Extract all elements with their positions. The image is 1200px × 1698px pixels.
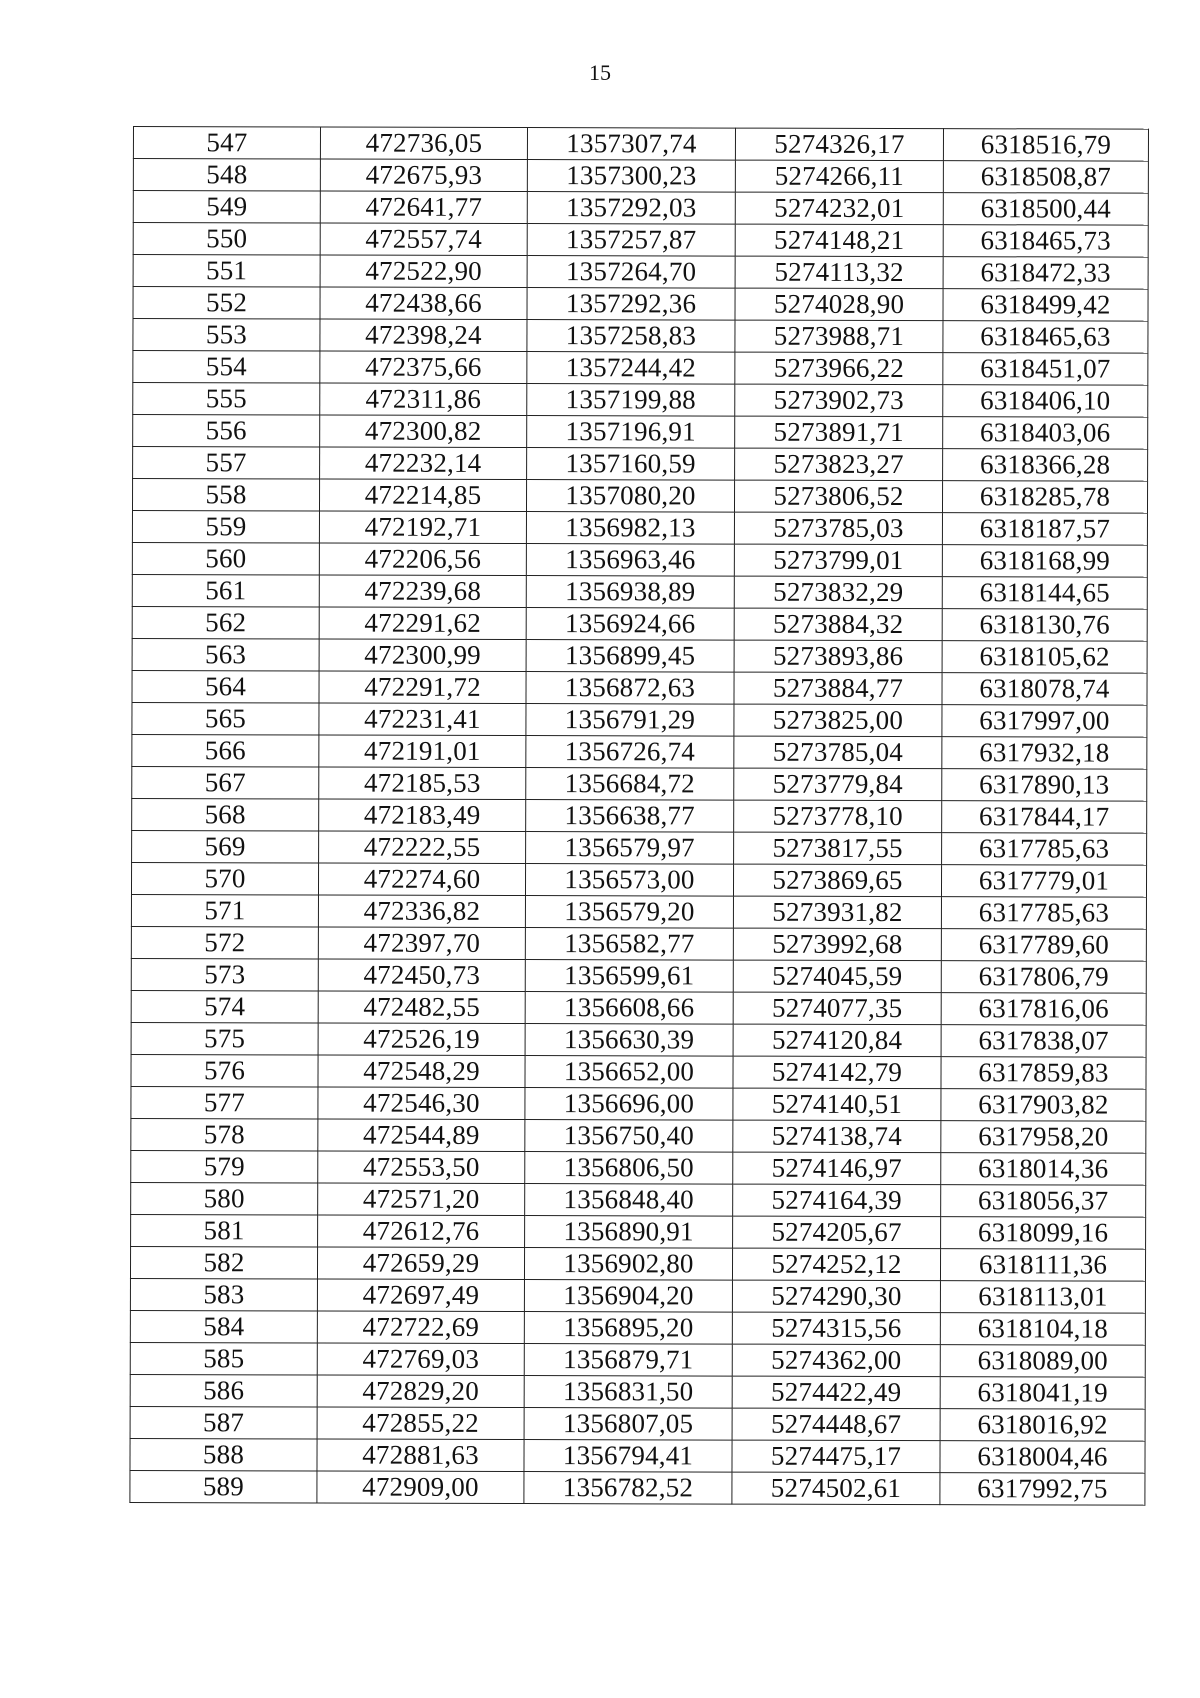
table-row — [130, 1278, 1145, 1313]
coord-y1-cell: 1357307,74 — [527, 128, 735, 161]
table-row — [132, 574, 1147, 609]
coord-y2-cell: 6318516,79 — [943, 129, 1148, 162]
table-row — [133, 415, 1148, 450]
point-number-cell: 586 — [130, 1374, 317, 1406]
coord-x2-cell: 5273992,68 — [733, 928, 941, 961]
coord-x2-cell: 5274028,90 — [735, 288, 943, 321]
table-row — [133, 287, 1148, 322]
coord-y2-cell: 6317958,20 — [941, 1121, 1146, 1154]
coord-y2-cell: 6318105,62 — [942, 641, 1147, 674]
coord-x1-cell: 472526,19 — [318, 1023, 525, 1056]
coord-x2-cell: 5274315,56 — [732, 1312, 940, 1345]
point-number-cell: 573 — [131, 958, 318, 990]
table-row — [132, 479, 1147, 514]
coord-x1-cell: 472375,66 — [320, 351, 527, 384]
coord-y1-cell: 1357292,03 — [527, 192, 735, 225]
point-number-cell: 584 — [130, 1310, 317, 1342]
coord-y1-cell: 1356806,50 — [525, 1152, 733, 1185]
coord-x2-cell: 5273966,22 — [735, 352, 943, 385]
coord-x2-cell: 5274475,17 — [732, 1440, 940, 1473]
point-number-cell: 581 — [131, 1214, 318, 1246]
point-number-cell: 565 — [132, 702, 319, 734]
point-number-cell: 558 — [132, 479, 319, 511]
coord-y1-cell: 1356794,41 — [524, 1440, 732, 1473]
coord-y1-cell: 1356630,39 — [525, 1024, 733, 1057]
coord-x2-cell: 5274290,30 — [732, 1280, 940, 1313]
point-number-cell: 585 — [130, 1342, 317, 1374]
table-row — [132, 830, 1147, 865]
coord-y2-cell: 6318099,16 — [941, 1217, 1146, 1250]
coord-x2-cell: 5273785,03 — [734, 512, 942, 545]
table-row — [133, 223, 1148, 258]
coord-x1-cell: 472398,24 — [320, 319, 527, 352]
coord-y1-cell: 1356579,97 — [526, 832, 734, 865]
coord-y1-cell: 1357257,87 — [527, 224, 735, 257]
coord-y2-cell: 6318451,07 — [943, 353, 1148, 386]
coord-x2-cell: 5274448,67 — [732, 1408, 940, 1441]
point-number-cell: 552 — [133, 287, 320, 319]
table-row — [132, 670, 1147, 705]
coord-x2-cell: 5274138,74 — [733, 1120, 941, 1153]
point-number-cell: 554 — [133, 351, 320, 383]
coord-x1-cell: 472612,76 — [318, 1215, 525, 1248]
coord-x2-cell: 5273869,65 — [733, 864, 941, 897]
table-row — [131, 1118, 1146, 1153]
coord-x2-cell: 5274146,97 — [733, 1152, 941, 1185]
coord-x1-cell: 472192,71 — [319, 511, 526, 544]
point-number-cell: 589 — [130, 1470, 317, 1502]
coord-x1-cell: 472641,77 — [320, 191, 527, 224]
coord-y1-cell: 1356573,00 — [525, 864, 733, 897]
table-row — [131, 1022, 1146, 1057]
coord-y2-cell: 6318403,06 — [943, 417, 1148, 450]
coord-x1-cell: 472222,55 — [319, 831, 526, 864]
point-number-cell: 551 — [133, 255, 320, 287]
table-row — [131, 862, 1146, 897]
coord-y1-cell: 1356963,46 — [526, 544, 734, 577]
coord-x2-cell: 5274252,12 — [732, 1248, 940, 1281]
coord-y1-cell: 1356696,00 — [525, 1088, 733, 1121]
coord-x1-cell: 472548,29 — [318, 1055, 525, 1088]
coord-x2-cell: 5274077,35 — [733, 992, 941, 1025]
coord-x1-cell: 472736,05 — [320, 127, 527, 160]
table-row — [130, 1470, 1145, 1505]
table-row — [130, 1406, 1145, 1441]
coord-x1-cell: 472522,90 — [320, 255, 527, 288]
coord-x1-cell: 472482,55 — [318, 991, 525, 1024]
coord-x2-cell: 5274422,49 — [732, 1376, 940, 1409]
point-number-cell: 580 — [131, 1182, 318, 1214]
page-number: 15 — [589, 60, 611, 85]
coord-y1-cell: 1356848,40 — [525, 1184, 733, 1217]
coord-y2-cell: 6318500,44 — [943, 193, 1148, 226]
coord-y1-cell: 1356904,20 — [524, 1280, 732, 1313]
coord-y2-cell: 6317903,82 — [941, 1089, 1146, 1122]
coord-y2-cell: 6318168,99 — [942, 545, 1147, 578]
table-row — [132, 702, 1147, 737]
table-row — [130, 1310, 1145, 1345]
coord-y2-cell: 6318078,74 — [942, 673, 1147, 706]
coord-x1-cell: 472909,00 — [317, 1471, 524, 1504]
coord-y2-cell: 6318499,42 — [943, 289, 1148, 322]
point-number-cell: 560 — [132, 542, 319, 574]
coord-y2-cell: 6318366,28 — [943, 449, 1148, 482]
coord-x2-cell: 5273806,52 — [734, 480, 942, 513]
point-number-cell: 548 — [133, 159, 320, 191]
table-row — [130, 1438, 1145, 1473]
coord-y2-cell: 6317816,06 — [941, 993, 1146, 1026]
coord-y1-cell: 1356807,05 — [524, 1408, 732, 1441]
point-number-cell: 557 — [133, 447, 320, 479]
coord-y1-cell: 1356982,13 — [526, 512, 734, 545]
coord-x1-cell: 472546,30 — [318, 1087, 525, 1120]
point-number-cell: 582 — [130, 1246, 317, 1278]
table-row — [130, 1342, 1145, 1377]
point-number-cell: 576 — [131, 1054, 318, 1086]
coord-y2-cell: 6317932,18 — [942, 737, 1147, 770]
point-number-cell: 553 — [133, 319, 320, 351]
coord-x2-cell: 5273891,71 — [735, 416, 943, 449]
coord-x1-cell: 472311,86 — [320, 383, 527, 416]
coord-y1-cell: 1356924,66 — [526, 608, 734, 641]
table-row — [131, 958, 1146, 993]
point-number-cell: 566 — [132, 734, 319, 766]
coord-y2-cell: 6318465,73 — [943, 225, 1148, 258]
coord-y2-cell: 6318113,01 — [940, 1281, 1145, 1314]
coord-y1-cell: 1356895,20 — [524, 1312, 732, 1345]
table-row — [130, 1246, 1145, 1281]
coord-x2-cell: 5274140,51 — [733, 1088, 941, 1121]
coord-x2-cell: 5274205,67 — [733, 1216, 941, 1249]
coord-x1-cell: 472183,49 — [319, 799, 526, 832]
point-number-cell: 547 — [133, 127, 320, 159]
coord-x2-cell: 5273832,29 — [734, 576, 942, 609]
coordinates-table-container — [133, 126, 1148, 1503]
table-row — [131, 1214, 1146, 1249]
coord-x1-cell: 472300,99 — [319, 639, 526, 672]
coord-y2-cell: 6318508,87 — [943, 161, 1148, 194]
coord-y2-cell: 6317785,63 — [942, 833, 1147, 866]
table-row — [133, 159, 1148, 194]
coord-y2-cell: 6318406,10 — [943, 385, 1148, 418]
coord-x2-cell: 5273884,77 — [734, 672, 942, 705]
coord-y1-cell: 1356599,61 — [525, 960, 733, 993]
coord-x2-cell: 5273825,00 — [734, 704, 942, 737]
point-number-cell: 588 — [130, 1438, 317, 1470]
coord-y1-cell: 1356890,91 — [525, 1216, 733, 1249]
point-number-cell: 577 — [131, 1086, 318, 1118]
coord-x1-cell: 472206,56 — [319, 543, 526, 576]
point-number-cell: 556 — [133, 415, 320, 447]
table-row — [132, 606, 1147, 641]
coord-x2-cell: 5274326,17 — [735, 128, 943, 161]
coord-x1-cell: 472291,72 — [319, 671, 526, 704]
point-number-cell: 578 — [131, 1118, 318, 1150]
coord-y1-cell: 1356579,20 — [525, 896, 733, 929]
coord-x2-cell: 5273884,32 — [734, 608, 942, 641]
coord-y1-cell: 1357080,20 — [526, 480, 734, 513]
coord-x1-cell: 472214,85 — [319, 479, 526, 512]
coord-y1-cell: 1356938,89 — [526, 576, 734, 609]
coord-x1-cell: 472336,82 — [318, 895, 525, 928]
point-number-cell: 583 — [130, 1278, 317, 1310]
coord-y2-cell: 6317806,79 — [941, 961, 1146, 994]
point-number-cell: 579 — [131, 1150, 318, 1182]
point-number-cell: 571 — [131, 894, 318, 926]
coord-x1-cell: 472544,89 — [318, 1119, 525, 1152]
point-number-cell: 550 — [133, 223, 320, 255]
coord-x1-cell: 472553,50 — [318, 1151, 525, 1184]
coord-x1-cell: 472231,41 — [319, 703, 526, 736]
coord-x2-cell: 5274045,59 — [733, 960, 941, 993]
point-number-cell: 567 — [132, 766, 319, 798]
point-number-cell: 570 — [131, 862, 318, 894]
coord-x2-cell: 5274113,32 — [735, 256, 943, 289]
coord-x1-cell: 472397,70 — [318, 927, 525, 960]
table-row — [131, 1182, 1146, 1217]
point-number-cell: 559 — [132, 511, 319, 543]
coord-y2-cell: 6318056,37 — [941, 1185, 1146, 1218]
coord-y2-cell: 6318041,19 — [940, 1377, 1145, 1410]
coord-x1-cell: 472232,14 — [320, 447, 527, 480]
coord-y1-cell: 1356899,45 — [526, 640, 734, 673]
coord-y1-cell: 1357300,23 — [527, 160, 735, 193]
point-number-cell: 575 — [131, 1022, 318, 1054]
coord-x1-cell: 472697,49 — [317, 1279, 524, 1312]
coord-y1-cell: 1356638,77 — [526, 800, 734, 833]
point-number-cell: 555 — [133, 383, 320, 415]
coord-x2-cell: 5273779,84 — [734, 768, 942, 801]
coord-x1-cell: 472185,53 — [319, 767, 526, 800]
coord-y1-cell: 1356684,72 — [526, 768, 734, 801]
coord-x2-cell: 5274362,00 — [732, 1344, 940, 1377]
coordinates-table-body — [130, 127, 1149, 1506]
coord-x2-cell: 5273785,04 — [734, 736, 942, 769]
coord-y2-cell: 6318014,36 — [941, 1153, 1146, 1186]
table-row — [132, 511, 1147, 546]
coord-y2-cell: 6317844,17 — [942, 801, 1147, 834]
coord-x1-cell: 472438,66 — [320, 287, 527, 320]
table-row — [131, 1086, 1146, 1121]
coord-y2-cell: 6318285,78 — [942, 481, 1147, 514]
coord-x1-cell: 472722,69 — [317, 1311, 524, 1344]
table-row — [133, 383, 1148, 418]
coord-x1-cell: 472855,22 — [317, 1407, 524, 1440]
coord-x2-cell: 5274164,39 — [733, 1184, 941, 1217]
table-row — [132, 798, 1147, 833]
point-number-cell: 561 — [132, 574, 319, 606]
coord-y2-cell: 6318130,76 — [942, 609, 1147, 642]
coord-x1-cell: 472769,03 — [317, 1343, 524, 1376]
coord-y1-cell: 1356872,63 — [526, 672, 734, 705]
point-number-cell: 549 — [133, 191, 320, 223]
coord-x2-cell: 5273988,71 — [735, 320, 943, 353]
coord-y1-cell: 1356652,00 — [525, 1056, 733, 1089]
coord-y1-cell: 1356608,66 — [525, 992, 733, 1025]
coord-x1-cell: 472829,20 — [317, 1375, 524, 1408]
coord-x2-cell: 5273902,73 — [735, 384, 943, 417]
coord-x2-cell: 5273799,01 — [734, 544, 942, 577]
coord-y2-cell: 6317890,13 — [942, 769, 1147, 802]
coord-x1-cell: 472557,74 — [320, 223, 527, 256]
coord-y2-cell: 6318016,92 — [940, 1409, 1145, 1442]
coord-x2-cell: 5273817,55 — [734, 832, 942, 865]
coord-x2-cell: 5274142,79 — [733, 1056, 941, 1089]
coordinates-table — [129, 126, 1149, 1506]
point-number-cell: 574 — [131, 990, 318, 1022]
coord-y1-cell: 1357258,83 — [527, 320, 735, 353]
table-row — [133, 127, 1148, 162]
point-number-cell: 568 — [132, 798, 319, 830]
coord-y1-cell: 1357292,36 — [527, 288, 735, 321]
coord-y2-cell: 6318187,57 — [942, 513, 1147, 546]
coord-y2-cell: 6317859,83 — [941, 1057, 1146, 1090]
coord-y1-cell: 1357160,59 — [527, 448, 735, 481]
coord-y2-cell: 6317838,07 — [941, 1025, 1146, 1058]
coord-y2-cell: 6318089,00 — [940, 1345, 1145, 1378]
coord-y2-cell: 6317789,60 — [941, 929, 1146, 962]
coord-x2-cell: 5273893,86 — [734, 640, 942, 673]
table-row — [133, 447, 1148, 482]
coord-x1-cell: 472571,20 — [318, 1183, 525, 1216]
coord-y2-cell: 6317997,00 — [942, 705, 1147, 738]
coord-y1-cell: 1356791,29 — [526, 704, 734, 737]
table-row — [131, 990, 1146, 1025]
coord-x1-cell: 472239,68 — [319, 575, 526, 608]
table-row — [131, 926, 1146, 961]
coord-y1-cell: 1356831,50 — [524, 1376, 732, 1409]
coord-y1-cell: 1356582,77 — [525, 928, 733, 961]
coord-y1-cell: 1356879,71 — [524, 1344, 732, 1377]
coord-y2-cell: 6318472,33 — [943, 257, 1148, 290]
table-row — [132, 734, 1147, 769]
coord-y1-cell: 1357196,91 — [527, 416, 735, 449]
coord-x1-cell: 472659,29 — [317, 1247, 524, 1280]
coord-x2-cell: 5273823,27 — [735, 448, 943, 481]
coord-x1-cell: 472300,82 — [320, 415, 527, 448]
coord-x1-cell: 472675,93 — [320, 159, 527, 192]
point-number-cell: 563 — [132, 638, 319, 670]
table-row — [133, 191, 1148, 226]
coord-y1-cell: 1357199,88 — [527, 384, 735, 417]
table-row — [131, 894, 1146, 929]
table-row — [132, 766, 1147, 801]
coord-x2-cell: 5273931,82 — [733, 896, 941, 929]
coord-y1-cell: 1356750,40 — [525, 1120, 733, 1153]
point-number-cell: 569 — [132, 830, 319, 862]
coord-x1-cell: 472450,73 — [318, 959, 525, 992]
coord-x1-cell: 472274,60 — [318, 863, 525, 896]
coord-y1-cell: 1356782,52 — [524, 1472, 732, 1505]
table-row — [133, 351, 1148, 386]
table-row — [130, 1374, 1145, 1409]
coord-x2-cell: 5274502,61 — [732, 1472, 940, 1505]
coord-y1-cell: 1356726,74 — [526, 736, 734, 769]
point-number-cell: 562 — [132, 606, 319, 638]
coord-x2-cell: 5274148,21 — [735, 224, 943, 257]
coord-y2-cell: 6318111,36 — [940, 1249, 1145, 1282]
coord-y1-cell: 1357264,70 — [527, 256, 735, 289]
point-number-cell: 572 — [131, 926, 318, 958]
coord-x1-cell: 472881,63 — [317, 1439, 524, 1472]
coord-x1-cell: 472191,01 — [319, 735, 526, 768]
point-number-cell: 587 — [130, 1406, 317, 1438]
table-row — [132, 542, 1147, 577]
coord-y2-cell: 6317992,75 — [940, 1473, 1145, 1506]
coord-x2-cell: 5273778,10 — [734, 800, 942, 833]
coord-x2-cell: 5274120,84 — [733, 1024, 941, 1057]
coord-x2-cell: 5274266,11 — [735, 160, 943, 193]
coord-y1-cell: 1357244,42 — [527, 352, 735, 385]
coord-y2-cell: 6318465,63 — [943, 321, 1148, 354]
coord-y2-cell: 6318144,65 — [942, 577, 1147, 610]
coord-y1-cell: 1356902,80 — [524, 1248, 732, 1281]
coord-y2-cell: 6317779,01 — [941, 865, 1146, 898]
coord-y2-cell: 6318004,46 — [940, 1441, 1145, 1474]
coord-x2-cell: 5274232,01 — [735, 192, 943, 225]
table-row — [132, 638, 1147, 673]
coord-y2-cell: 6318104,18 — [940, 1313, 1145, 1346]
table-row — [131, 1054, 1146, 1089]
table-row — [133, 319, 1148, 354]
table-row — [133, 255, 1148, 290]
table-row — [131, 1150, 1146, 1185]
point-number-cell: 564 — [132, 670, 319, 702]
coord-x1-cell: 472291,62 — [319, 607, 526, 640]
coord-y2-cell: 6317785,63 — [941, 897, 1146, 930]
